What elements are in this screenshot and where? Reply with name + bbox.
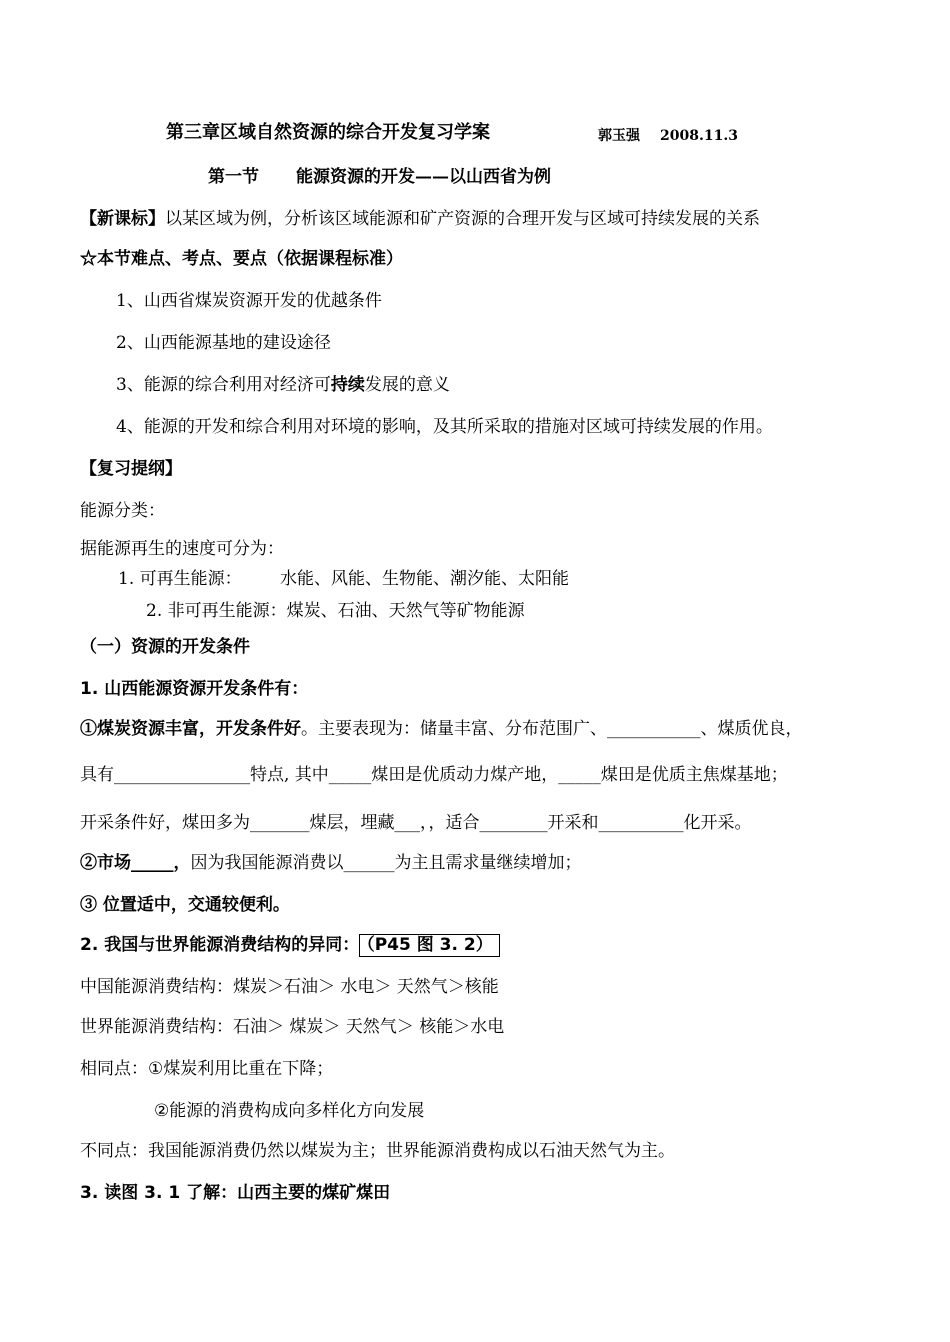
similarity-1: ①煤炭利用比重在下降；	[148, 1059, 334, 1079]
key-point-4: 4、能源的开发和综合利用对环境的影响，及其所采取的措施对区域可持续发展的作用。	[116, 417, 773, 437]
coal-rich-bold: ①煤炭资源丰富，开发条件好	[80, 719, 301, 739]
q1-paragraph-5: ③ 位置适中，交通较便利。	[80, 895, 290, 915]
key-point-2: 2、山西能源基地的建设途径	[116, 333, 331, 353]
key-point-3-bold: 持续	[330, 375, 365, 395]
similarity-2: ②能源的消费构成向多样化方向发展	[154, 1101, 425, 1121]
q1-paragraph-2: 具有________________特点, 其中_____煤田是优质动力煤产地，_____煤田是优质主焦煤基地；	[80, 765, 788, 785]
by-regeneration-speed: 据能源再生的速度可分为：	[80, 539, 284, 559]
differences: 不同点：我国能源消费仍然以煤炭为主；世界能源消费构成以石油天然气为主。	[80, 1141, 675, 1161]
q2-heading	[80, 934, 500, 956]
section-number: 第一节	[208, 167, 259, 187]
q2-heading-text: 2. 我国与世界能源消费结构的异同：	[80, 935, 360, 955]
curriculum-standard	[80, 208, 760, 230]
document-date: 2008.11.3	[660, 128, 738, 144]
similarities	[80, 1058, 333, 1080]
renewable-items: 水能、风能、生物能、潮汐能、太阳能	[280, 569, 569, 589]
q1-heading: 1. 山西能源资源开发条件有：	[80, 679, 309, 699]
key-point-3	[116, 374, 450, 396]
review-heading: 【复习提纲】	[80, 459, 182, 479]
energy-classification: 能源分类：	[80, 501, 165, 521]
china-consumption-structure: 中国能源消费结构：煤炭＞石油＞ 水电＞ 天然气＞核能	[80, 977, 499, 997]
market-bold: ②市场_____，	[80, 853, 191, 873]
q1-paragraph-4	[80, 852, 582, 874]
q3-heading: 3. 读图 3. 1 了解：山西主要的煤矿煤田	[80, 1183, 391, 1203]
nonrenewable-energy: 2. 非可再生能源：煤炭、石油、天然气等矿物能源	[146, 601, 525, 621]
section-title: 能源资源的开发——以山西省为例	[296, 167, 551, 187]
author-name: 郭玉强	[598, 128, 640, 144]
document-title: 第三章区域自然资源的综合开发复习学案	[166, 122, 490, 143]
part1-heading: （一）资源的开发条件	[80, 637, 250, 657]
figure-reference: （P45 图 3. 2）	[359, 934, 500, 957]
similarities-label: 相同点：	[80, 1059, 148, 1079]
key-point-1: 1、山西省煤炭资源开发的优越条件	[116, 291, 382, 311]
key-point-3-pre: 3、能源的综合利用对经济可	[116, 375, 331, 395]
key-point-3-post: 发展的意义	[364, 375, 450, 395]
key-points-heading: ☆本节难点、考点、要点（依据课程标准）	[80, 249, 403, 269]
curriculum-label: 【新课标】	[80, 209, 165, 229]
q1-paragraph-1	[80, 718, 803, 740]
q1-paragraph-3: 开采条件好，煤田多为_______煤层，埋藏___，，适合________开采和__________化开采。	[80, 813, 752, 833]
renewable-label: 1. 可再生能源：	[118, 569, 242, 589]
market-rest: 因为我国能源消费以______为主且需求量继续增加；	[190, 853, 582, 873]
coal-rich-rest: 。主要表现为：储量丰富、分布范围广、___________、煤质优良，	[301, 719, 803, 739]
world-consumption-structure: 世界能源消费结构：石油＞ 煤炭＞ 天然气＞ 核能＞水电	[80, 1017, 505, 1037]
curriculum-text: 以某区域为例，分析该区域能源和矿产资源的合理开发与区域可持续发展的关系	[165, 209, 760, 229]
